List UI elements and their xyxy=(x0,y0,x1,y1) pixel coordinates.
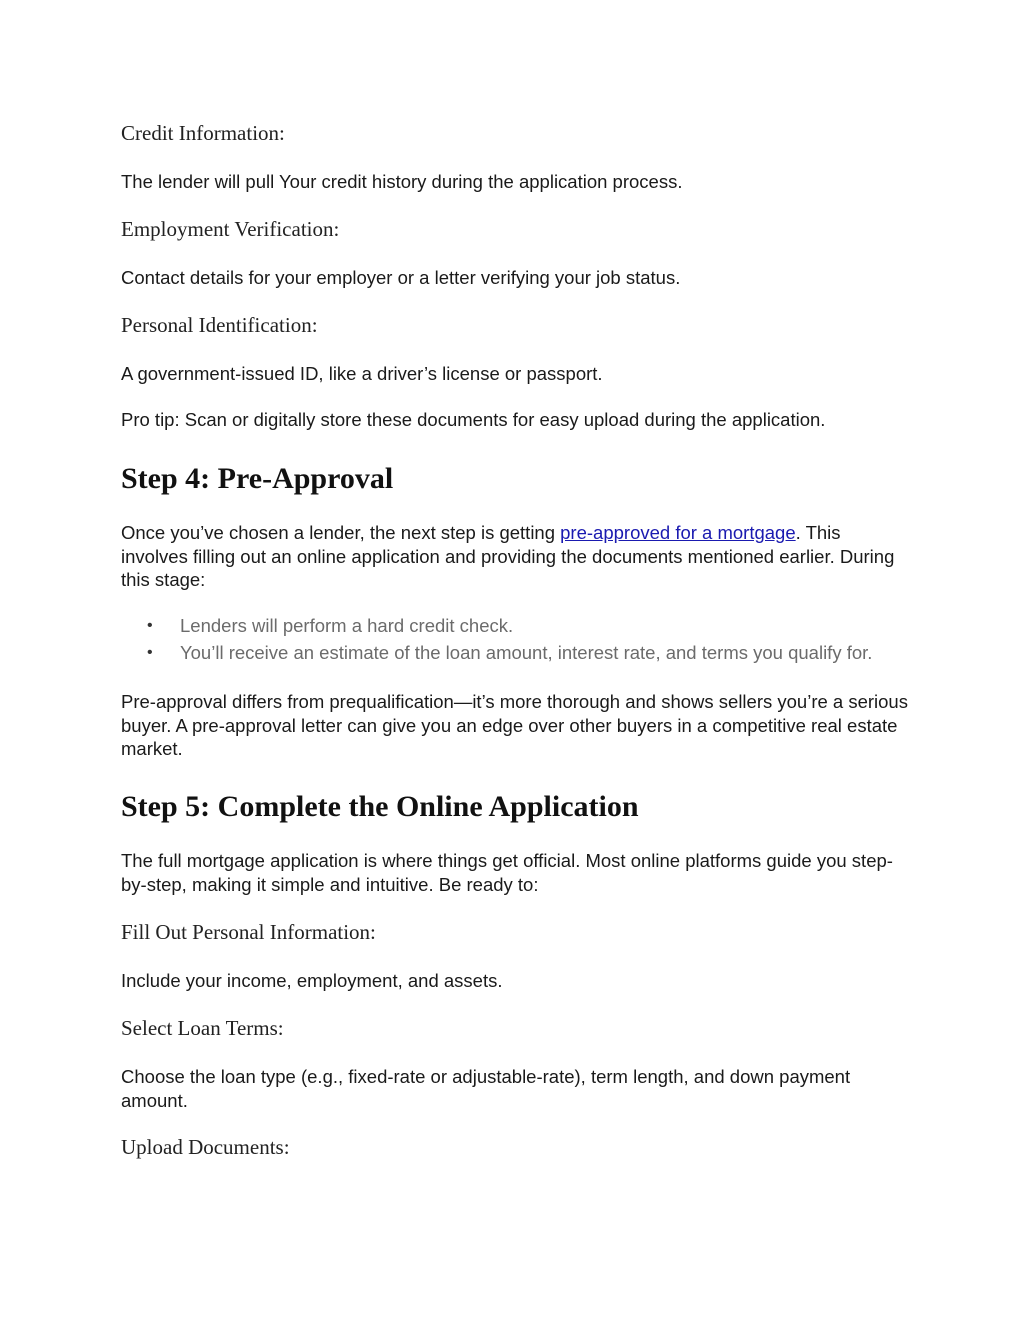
bullet-text: Lenders will perform a hard credit check. xyxy=(180,615,514,636)
select-loan-terms-text: Choose the loan type (e.g., fixed-rate or adjustable-rate), term length, and down payment amount. xyxy=(121,1066,851,1111)
bullet-icon: • xyxy=(147,617,153,634)
personal-identification-label: Personal Identification: xyxy=(121,313,318,337)
personal-identification-text: A government-issued ID, like a driver’s license or passport. xyxy=(121,363,603,384)
step4-intro xyxy=(121,521,911,592)
step4-intro-start: Once you’ve chosen a lender, the next step is getting xyxy=(121,522,561,543)
select-loan-terms-label: Select Loan Terms: xyxy=(121,1016,284,1040)
credit-information-label: Credit Information: xyxy=(121,121,285,145)
employment-verification-text: Contact details for your employer or a letter verifying your job status. xyxy=(121,267,681,288)
credit-information-text: The lender will pull Your credit history during the application process. xyxy=(121,171,683,192)
step4-intro-end: . This involves filling out an online application and providing the documents mentioned earlier. During this stage: xyxy=(121,522,895,590)
fill-out-personal-information-label: Fill Out Personal Information: xyxy=(121,920,376,944)
step5-heading: Step 5: Complete the Online Application xyxy=(121,790,639,823)
upload-documents-label: Upload Documents: xyxy=(121,1135,290,1159)
step4-heading: Step 4: Pre-Approval xyxy=(121,462,394,495)
step4-closing: Pre-approval differs from prequalification—it’s more thorough and shows sellers you’re a serious buyer. A pre-approval letter can give you an edge over other buyers in a competitive real estate market. xyxy=(121,691,908,759)
step5-intro: The full mortgage application is where things get official. Most online platforms guide you step-by-step, making it simple and intuitive. Be ready to: xyxy=(121,850,893,895)
list-item xyxy=(121,614,911,638)
bullet-text: You’ll receive an estimate of the loan amount, interest rate, and terms you qualify for. xyxy=(180,641,873,663)
pro-tip-text: Pro tip: Scan or digitally store these documents for easy upload during the application. xyxy=(121,409,826,430)
employment-verification-label: Employment Verification: xyxy=(121,217,340,241)
list-item xyxy=(121,641,911,665)
bullet-icon: • xyxy=(147,643,153,661)
step4-bullet-list xyxy=(121,614,911,667)
pre-approved-mortgage-link[interactable]: pre-approved for a mortgage xyxy=(560,522,796,543)
fill-out-personal-information-text: Include your income, employment, and assets. xyxy=(121,970,503,991)
